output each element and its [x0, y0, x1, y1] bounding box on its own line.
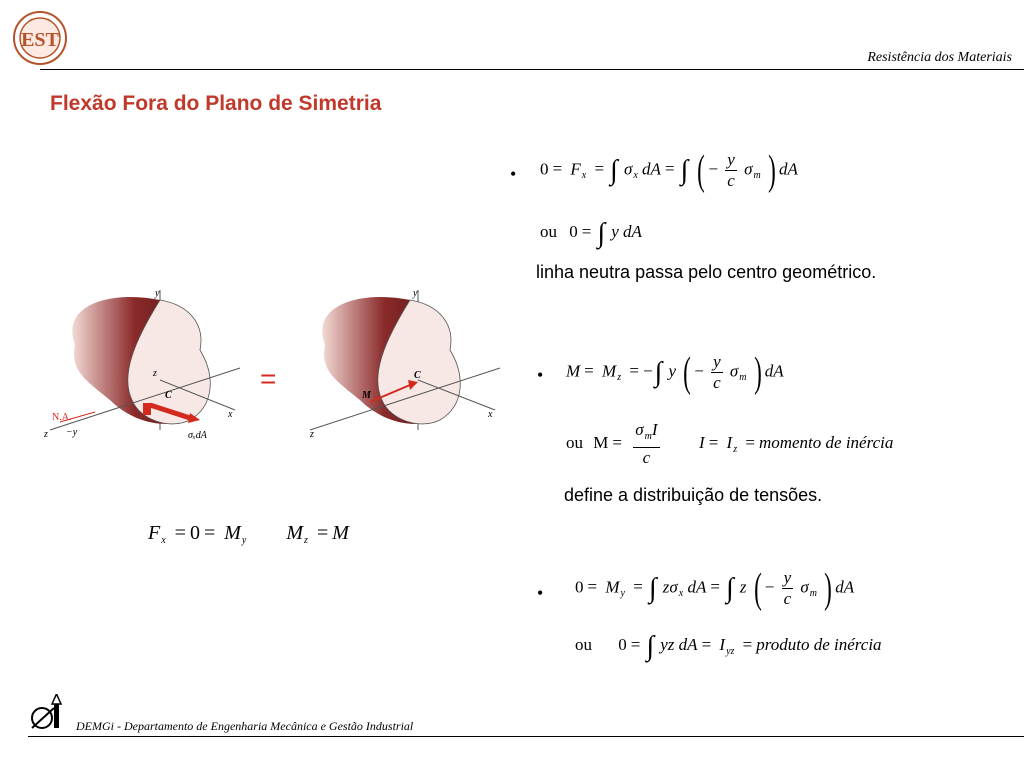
header-rule — [40, 69, 1024, 70]
eq1-neutral-axis: ou 0 = ∫ y dA — [540, 218, 642, 249]
eq1-text: linha neutra passa pelo centro geométrico. — [536, 262, 877, 282]
right-beam — [310, 290, 500, 430]
equals-sign: = — [260, 363, 277, 394]
left-axis-y: y — [155, 288, 160, 299]
footer-department: DEMGi - Departamento de Engenharia Mecânica e Gestão Industrial — [76, 719, 414, 733]
left-axis-z-top: z — [153, 368, 157, 379]
stress-label: σₓdA — [188, 430, 207, 441]
left-beam — [50, 290, 240, 430]
right-axis-y: y — [413, 288, 418, 299]
slide-title: Flexão Fora do Plano de Simetria — [50, 92, 382, 115]
department-logo — [28, 694, 68, 734]
left-centroid-label: C — [165, 390, 172, 401]
eq2-moment-of-inertia: ou M = $\frac{\sigma_mI}{c}$ $I = I_z$ = momento de inércia — [566, 420, 894, 467]
eq3-product-of-inertia: ou 0 = ∫ yz dA = $I_{yz}$ = produto de inércia — [575, 631, 882, 662]
neutral-axis-label: N.A. — [52, 412, 72, 423]
course-title: Resistência dos Materiais — [867, 50, 1012, 65]
footer-rule — [28, 736, 1024, 737]
eq2-text: define a distribuição de tensões. — [564, 485, 823, 505]
eq2-formula: $M = M_z$ = −∫ y ( − $\frac{y}{c}$ $\sigma_m$ ) dA — [566, 350, 784, 397]
left-axis-z: z — [44, 429, 48, 440]
eq1-bullet: • — [510, 164, 517, 184]
eq1-formula: $0 = F_x$ = ∫ $\sigma_x$ dA = ∫ ( − $\frac{y}{c}$ $\sigma_m$ ) dA — [540, 148, 798, 195]
eq2-bullet: • — [537, 365, 544, 385]
beam-figure — [40, 280, 510, 450]
right-centroid-label: C — [414, 370, 421, 381]
left-axis-x: x — [228, 409, 233, 420]
institution-logo — [10, 8, 70, 66]
eq3-formula: $0 = M_y$ = ∫ $z\sigma_x$ dA = ∫ z ( − $\frac{y}{c}$ $\sigma_m$ ) dA — [575, 566, 855, 613]
eq3-bullet: • — [537, 583, 544, 603]
moment-label: M — [362, 390, 371, 401]
right-axis-z: z — [310, 429, 314, 440]
right-axis-x: x — [488, 409, 493, 420]
equilibrium-equation: $F_x = 0 = M_y$ $M_z = M$ — [148, 522, 349, 546]
logo-text: EST — [21, 29, 59, 51]
minus-y-label: −y — [66, 427, 78, 438]
